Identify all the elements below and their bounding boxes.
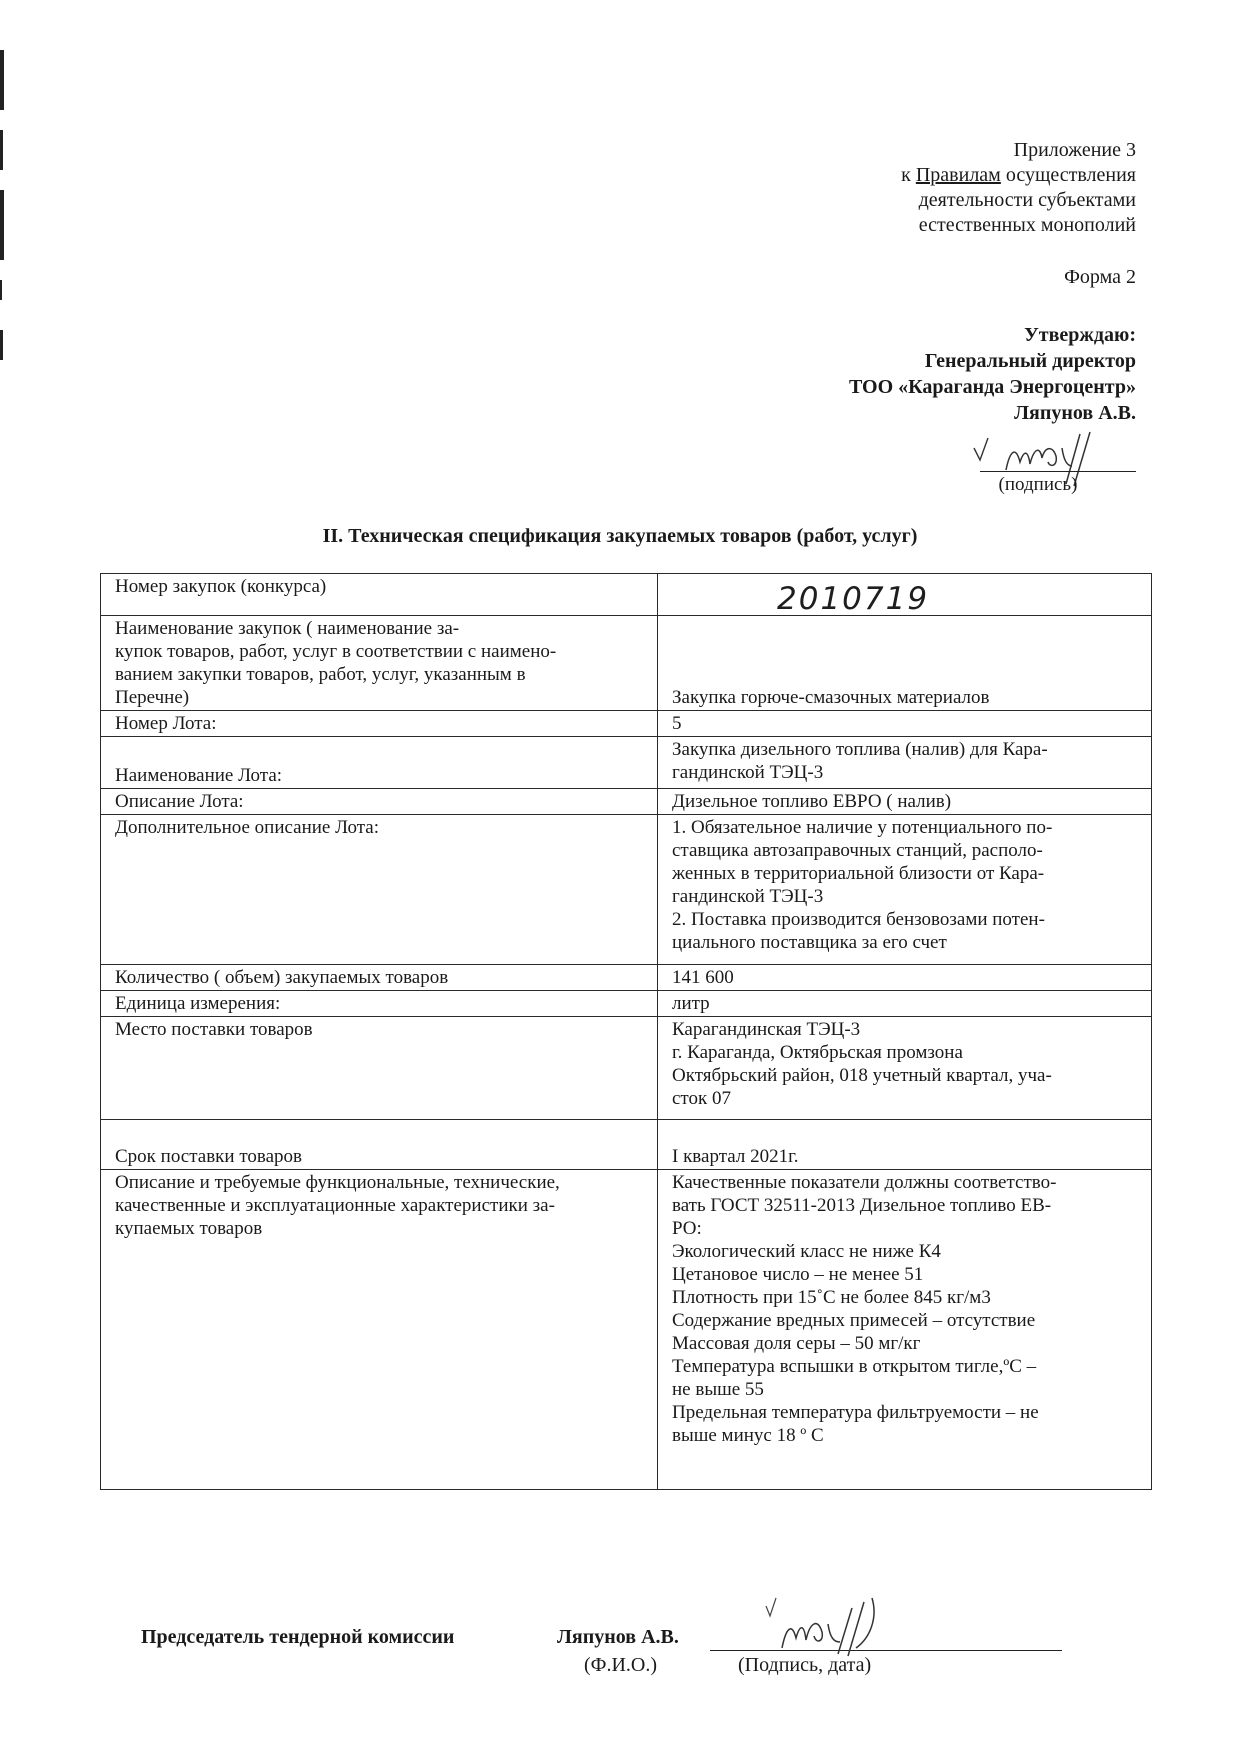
spec-value: [658, 991, 1152, 1017]
approval-block: [849, 322, 1136, 426]
spec-value: [658, 1017, 1152, 1120]
appendix-line-3: деятельности субъектами: [918, 189, 1136, 211]
spec-row: [101, 737, 1152, 789]
appendix-line-2: к Правилам осуществления: [901, 164, 1136, 186]
spec-row: [101, 711, 1152, 737]
spec-label: Номер закупок (конкурса): [101, 574, 658, 616]
spec-value: [658, 815, 1152, 965]
spec-label: Наименование Лота:: [101, 737, 658, 789]
spec-row: [101, 1017, 1152, 1120]
handwritten-procurement-number: 2010719: [777, 581, 930, 616]
spec-label: Дополнительное описание Лота:: [101, 815, 658, 965]
spec-label: Описание и требуемые функциональные, технические, качественные и эксплуатационные характеристики за- купаемых товаров: [101, 1170, 658, 1490]
spec-row: [101, 574, 1152, 616]
spec-value-text: литр: [672, 993, 710, 1014]
spec-row: [101, 815, 1152, 965]
spec-label: Номер Лота:: [101, 711, 658, 737]
spec-value-text: Дизельное топливо ЕВРО ( налив): [672, 791, 952, 812]
commission-chair-role: Председатель тендерной комиссии: [141, 1626, 455, 1648]
spec-row: [101, 616, 1152, 711]
spec-label: Место поставки товаров: [101, 1017, 658, 1120]
spec-row: [101, 991, 1152, 1017]
spec-value-text: 141 600: [672, 967, 734, 988]
spec-value: [658, 574, 1152, 616]
spec-value: [658, 789, 1152, 815]
fio-caption: (Ф.И.О.): [584, 1654, 658, 1676]
approval-line-1: Утверждаю:: [1024, 324, 1136, 346]
spec-value-text: Закупка горюче-смазочных материалов: [672, 687, 990, 708]
specification-table: [100, 573, 1152, 1490]
spec-value: [658, 616, 1152, 711]
spec-row: [101, 1120, 1152, 1170]
spec-label: Единица измерения:: [101, 991, 658, 1017]
approval-line-2: Генеральный директор: [924, 350, 1136, 372]
footer-signature-caption: (Подпись, дата): [738, 1654, 872, 1676]
spec-value: [658, 965, 1152, 991]
spec-row: [101, 789, 1152, 815]
spec-row: [101, 1170, 1152, 1490]
chair-signature: [752, 1588, 902, 1658]
appendix-line-4: естественных монополий: [918, 214, 1136, 236]
commission-chair-name: Ляпунов А.В.: [557, 1626, 679, 1648]
spec-value-text: I квартал 2021г.: [672, 1146, 799, 1167]
spec-value: [658, 737, 1152, 789]
spec-label: Количество ( объем) закупаемых товаров: [101, 965, 658, 991]
spec-label: Срок поставки товаров: [101, 1120, 658, 1170]
form-number: Форма 2: [1064, 266, 1136, 288]
spec-label: Наименование закупок ( наименование за- купок товаров, работ, услуг в соответствии с наимено- ванием закупки товаров, работ, услуг, указанным в Перечне): [101, 616, 658, 711]
spec-value: [658, 711, 1152, 737]
director-signature-line: [980, 471, 1136, 472]
approval-line-4: Ляпунов А.В.: [1014, 402, 1136, 424]
spec-value-text: Карагандинская ТЭЦ-3 г. Караганда, Октябрьская промзона Октябрьский район, 018 учетный квартал, уча- сток 07: [672, 1019, 1052, 1109]
spec-value-text: Закупка дизельного топлива (налив) для Кара- гандинской ТЭЦ-3: [672, 739, 1048, 783]
appendix-header: [901, 138, 1136, 238]
approval-line-3: ТОО «Караганда Энергоцентр»: [848, 376, 1136, 398]
scan-edge-artifact: [0, 40, 6, 360]
director-signature-caption: (подпись): [998, 474, 1078, 495]
rules-link[interactable]: Правилам: [915, 164, 1001, 186]
spec-value: [658, 1170, 1152, 1490]
spec-value-text: 5: [672, 713, 682, 734]
document-title: II. Техническая спецификация закупаемых товаров (работ, услуг): [322, 525, 918, 547]
appendix-line-1: Приложение 3: [1013, 139, 1136, 161]
spec-row: [101, 965, 1152, 991]
spec-value-text: 1. Обязательное наличие у потенциального по- ставщика автозаправочных станций, располо- женных в территориальной близости от Кара- гандинской ТЭЦ-3 2. Поставка производится бензовозами потен- циального поставщика за его счет: [672, 817, 1053, 953]
spec-value-text: Качественные показатели должны соответство- вать ГОСТ 32511-2013 Дизельное топливо ЕВ- РО: Экологический класс не ниже К4 Цетановое число – не менее 51 Плотность при 15˚С не более 845 кг/м3 Содержание вредных примесей – отсутствие Массовая доля серы – 50 мг/кг Температура вспышки в открытом тигле,ºС – не выше 55 Предельная температура фильтруемости – не выше минус 18 º С: [672, 1172, 1057, 1446]
spec-value: [658, 1120, 1152, 1170]
spec-label: Описание Лота:: [101, 789, 658, 815]
